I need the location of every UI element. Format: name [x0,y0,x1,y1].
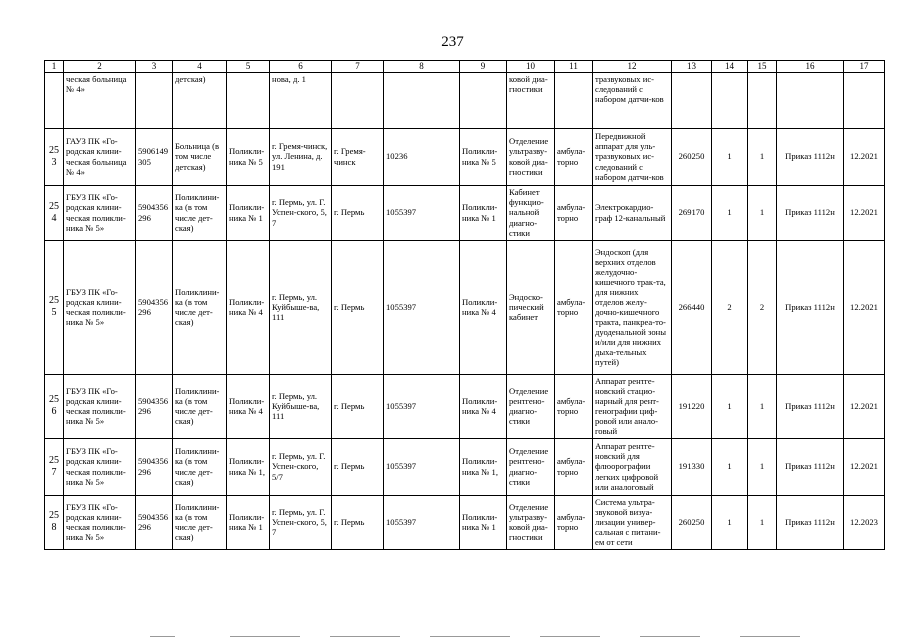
cell-settlement: г. Пермь [332,495,384,549]
cell-settlement [332,72,384,128]
cell-organization: ГБУЗ ПК «Го-родская клини-ческая поликли-ника № 5» [64,438,136,495]
cell-date: 12.2021 [844,240,885,374]
cell-date [844,72,885,128]
cell-row-number: 256 [45,374,64,438]
header-cell: 2 [64,61,136,73]
cell-quantity: 1 [712,495,748,549]
cell-order [777,72,844,128]
cell-population: 1055397 [384,495,460,549]
cell-settlement: г. Пермь [332,438,384,495]
cell-department: Кабинет функцио-нальной диагно-стики [507,185,555,240]
page-number: 237 [441,34,464,50]
cell-quantity-total: 1 [748,495,777,549]
cell-organization: ГБУЗ ПК «Го-родская клини-ческая поликли-ника № 5» [64,374,136,438]
cell-department: Отделение ультразву-ковой диа-гностики [507,128,555,185]
cell-quantity: 1 [712,438,748,495]
cell-order: Приказ 1112н [777,374,844,438]
header-cell: 1 [45,61,64,73]
header-cell: 13 [672,61,712,73]
cell-department: Отделение ультразву-ковой диа-гностики [507,495,555,549]
cell-population: 1055397 [384,185,460,240]
cell-facility-type: детская) [173,72,227,128]
cell-division: Поликли-ника № 4 [227,374,270,438]
page-edge-mark [740,636,800,637]
cell-address: г. Пермь, ул. Г. Успен-ского, 5, 7 [270,495,332,549]
cell-facility-type: Поликлини-ка (в том числе дет-ская) [173,240,227,374]
header-cell: 14 [712,61,748,73]
cell-care-condition: амбула-торно [555,185,593,240]
cell-equipment: Передвижной аппарат для уль-тразвуковых ис-следований с набором датчи-ков [593,128,672,185]
cell-facility-type: Больница (в том числе детская) [173,128,227,185]
cell-unit: Поликли-ника № 1, [460,438,507,495]
cell-population: 10236 [384,128,460,185]
header-cell: 4 [173,61,227,73]
cell-code: 269170 [672,185,712,240]
cell-organization: ГАУЗ ПК «Го-родская клини-ческая больница № 4» [64,128,136,185]
cell-date: 12.2021 [844,185,885,240]
cell-code: 191220 [672,374,712,438]
cell-quantity: 1 [712,128,748,185]
cell-unit: Поликли-ника № 5 [460,128,507,185]
cell-quantity-total: 2 [748,240,777,374]
cell-inn: 5906149 305 [136,128,173,185]
table-row [45,240,885,374]
page-edge-mark [640,636,700,637]
cell-population [384,72,460,128]
cell-unit: Поликли-ника № 1 [460,185,507,240]
cell-row-number: 258 [45,495,64,549]
cell-order: Приказ 1112н [777,128,844,185]
cell-care-condition: амбула-торно [555,495,593,549]
cell-equipment: Система ультра-звуковой визуа-лизации универ-сальная с питани-ем от сети [593,495,672,549]
cell-row-number: 255 [45,240,64,374]
cell-division: Поликли-ника № 1 [227,495,270,549]
cell-quantity-total: 1 [748,438,777,495]
table-row [45,374,885,438]
cell-row-number: 254 [45,185,64,240]
table-row [45,185,885,240]
registry-table [44,60,885,550]
cell-organization: ческая больница № 4» [64,72,136,128]
cell-settlement: г. Пермь [332,240,384,374]
cell-address: г. Пермь, ул. Куйбыше-ва, 111 [270,374,332,438]
page-edge-mark [540,636,600,637]
cell-care-condition: амбула-торно [555,374,593,438]
cell-inn: 5904356 296 [136,240,173,374]
header-cell: 12 [593,61,672,73]
cell-code: 260250 [672,495,712,549]
cell-quantity-total: 1 [748,128,777,185]
cell-population: 1055397 [384,374,460,438]
header-cell: 6 [270,61,332,73]
cell-care-condition: амбула-торно [555,240,593,374]
cell-department: ковой диа-гностики [507,72,555,128]
cell-inn: 5904356 296 [136,374,173,438]
cell-inn: 5904356 296 [136,185,173,240]
cell-quantity [712,72,748,128]
header-cell: 7 [332,61,384,73]
header-cell: 8 [384,61,460,73]
cell-unit [460,72,507,128]
page-edge-mark [150,636,175,637]
column-number-row [45,61,885,73]
cell-code: 260250 [672,128,712,185]
cell-quantity-total [748,72,777,128]
cell-unit: Поликли-ника № 4 [460,374,507,438]
cell-division: Поликли-ника № 5 [227,128,270,185]
cell-settlement: г. Гремя-чинск [332,128,384,185]
cell-quantity: 1 [712,374,748,438]
page-edge-mark [330,636,400,637]
cell-department: Эндоско-пический кабинет [507,240,555,374]
cell-code [672,72,712,128]
cell-organization: ГБУЗ ПК «Го-родская клини-ческая поликли-ника № 5» [64,185,136,240]
cell-facility-type: Поликлини-ка (в том числе дет-ская) [173,495,227,549]
cell-address: г. Пермь, ул. Г. Успен-ского, 5, 7 [270,185,332,240]
cell-address: г. Пермь, ул. Г. Успен-ского, 5/7 [270,438,332,495]
cell-population: 1055397 [384,438,460,495]
cell-inn [136,72,173,128]
cell-unit: Поликли-ника № 1 [460,495,507,549]
cell-address: г. Гремя-чинск, ул. Ленина, д. 191 [270,128,332,185]
page-edge-mark [230,636,300,637]
cell-quantity-total: 1 [748,185,777,240]
cell-division [227,72,270,128]
header-cell: 5 [227,61,270,73]
cell-care-condition [555,72,593,128]
table-row [45,438,885,495]
cell-code: 266440 [672,240,712,374]
header-cell: 15 [748,61,777,73]
cell-facility-type: Поликлини-ка (в том числе дет-ская) [173,374,227,438]
cell-settlement: г. Пермь [332,185,384,240]
cell-equipment: Аппарат рентге-новский стацио-нарный для рент-генографии циф-ровой или анало-говый [593,374,672,438]
cell-population: 1055397 [384,240,460,374]
table-row [45,128,885,185]
cell-order: Приказ 1112н [777,185,844,240]
cell-quantity-total: 1 [748,374,777,438]
cell-division: Поликли-ника № 1, [227,438,270,495]
cell-care-condition: амбула-торно [555,128,593,185]
cell-inn: 5904356 296 [136,438,173,495]
cell-row-number: 253 [45,128,64,185]
cell-care-condition: амбула-торно [555,438,593,495]
header-cell: 3 [136,61,173,73]
cell-equipment: Аппарат рентге-новский для флюорографии легких цифровой или аналоговый [593,438,672,495]
page-edge-mark [430,636,510,637]
cell-equipment: Эндоскоп (для верхних отделов желудочно-кишечного трак-та, для нижних отделов желу-дочно-кишечного тракта, панкреа-то-дуоденальной зоны и/или для нижних дыха-тельных путей) [593,240,672,374]
header-cell: 16 [777,61,844,73]
cell-unit: Поликли-ника № 4 [460,240,507,374]
cell-date: 12.2023 [844,495,885,549]
cell-date: 12.2021 [844,438,885,495]
cell-row-number [45,72,64,128]
cell-quantity: 2 [712,240,748,374]
header-cell: 11 [555,61,593,73]
cell-equipment: тразвуковых ис-следований с набором датчи-ков [593,72,672,128]
cell-date: 12.2021 [844,374,885,438]
cell-address: г. Пермь, ул. Куйбыше-ва, 111 [270,240,332,374]
cell-address: нова, д. 1 [270,72,332,128]
header-cell: 17 [844,61,885,73]
cell-organization: ГБУЗ ПК «Го-родская клини-ческая поликли-ника № 5» [64,240,136,374]
continuation-row [45,72,885,128]
cell-order: Приказ 1112н [777,438,844,495]
cell-order: Приказ 1112н [777,240,844,374]
header-cell: 9 [460,61,507,73]
cell-facility-type: Поликлини-ка (в том числе дет-ская) [173,185,227,240]
table-row [45,495,885,549]
cell-order: Приказ 1112н [777,495,844,549]
cell-settlement: г. Пермь [332,374,384,438]
cell-department: Отделение рентгено-диагно-стики [507,374,555,438]
cell-inn: 5904356 296 [136,495,173,549]
cell-facility-type: Поликлини-ка (в том числе дет-ская) [173,438,227,495]
cell-division: Поликли-ника № 4 [227,240,270,374]
header-cell: 10 [507,61,555,73]
cell-row-number: 257 [45,438,64,495]
cell-department: Отделение рентгено-диагно-стики [507,438,555,495]
cell-equipment: Электрокардио-граф 12-канальный [593,185,672,240]
cell-date: 12.2021 [844,128,885,185]
cell-code: 191330 [672,438,712,495]
cell-division: Поликли-ника № 1 [227,185,270,240]
cell-quantity: 1 [712,185,748,240]
cell-organization: ГБУЗ ПК «Го-родская клини-ческая поликли-ника № 5» [64,495,136,549]
